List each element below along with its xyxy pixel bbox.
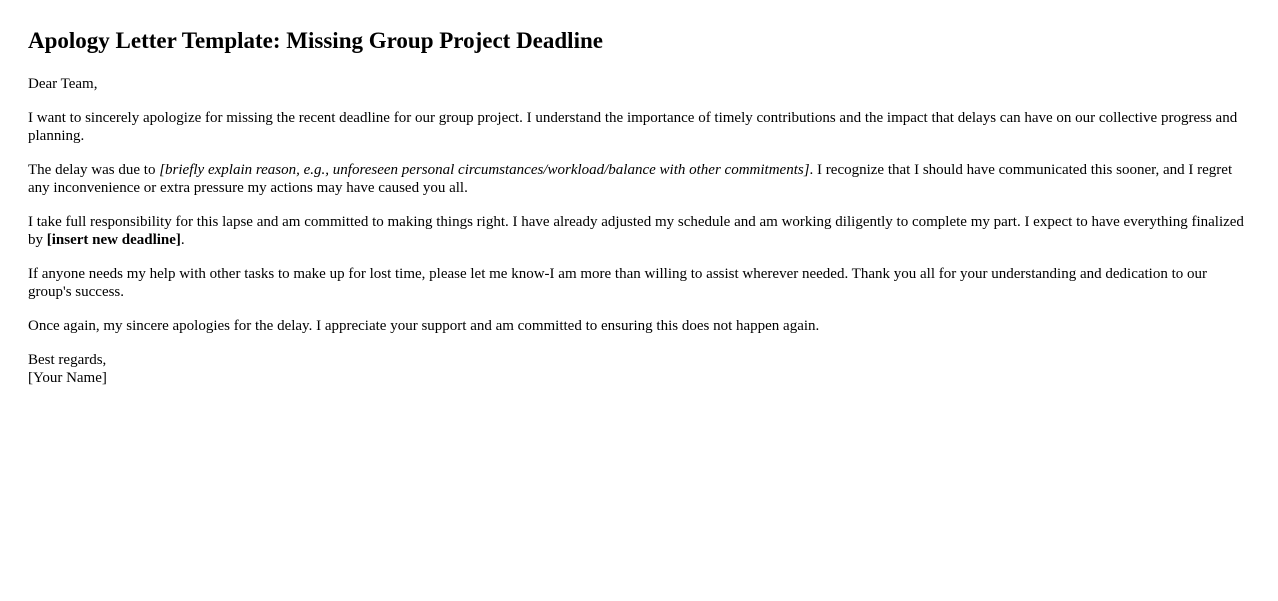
responsibility-lead-text: I take full responsibility for this lapse and am committed to making things right. I have already adjusted my schedule and am working diligently to complete my part. I expect to have everything finalized by: [28, 214, 1244, 248]
paragraph-reason: [28, 161, 1250, 197]
reason-lead-text: The delay was due to: [28, 162, 160, 178]
closing-phrase: Best regards,: [28, 352, 107, 368]
page-title: Apology Letter Template: Missing Group Project Deadline: [28, 28, 603, 53]
signature-name: [Your Name]: [28, 370, 107, 386]
paragraph-offer-help: If anyone needs my help with other tasks to make up for lost time, please let me know-I am more than willing to assist wherever needed. Thank you all for your understanding and dedication to our group's success.: [28, 266, 1208, 300]
salutation: Dear Team,: [28, 76, 98, 92]
reason-placeholder: [briefly explain reason, e.g., unforeseen personal circumstances/workload/balance with other commitments]: [159, 162, 810, 178]
reason-tail-text: . I recognize that I should have communicated this sooner, and I regret any inconvenience or extra pressure my actions may have caused you all.: [28, 162, 1233, 196]
paragraph-responsibility: [28, 213, 1250, 249]
paragraph-closing-apology: Once again, my sincere apologies for the delay. I appreciate your support and am committed to ensuring this does not happen again.: [28, 318, 820, 334]
letter-document: [28, 0, 1250, 387]
paragraph-apology: I want to sincerely apologize for missing the recent deadline for our group project. I understand the importance of timely contributions and the impact that delays can have on our collective progress and planning.: [28, 110, 1238, 144]
responsibility-tail-text: .: [180, 232, 185, 248]
deadline-placeholder: [insert new deadline]: [46, 232, 181, 248]
sign-off: [28, 351, 1250, 387]
